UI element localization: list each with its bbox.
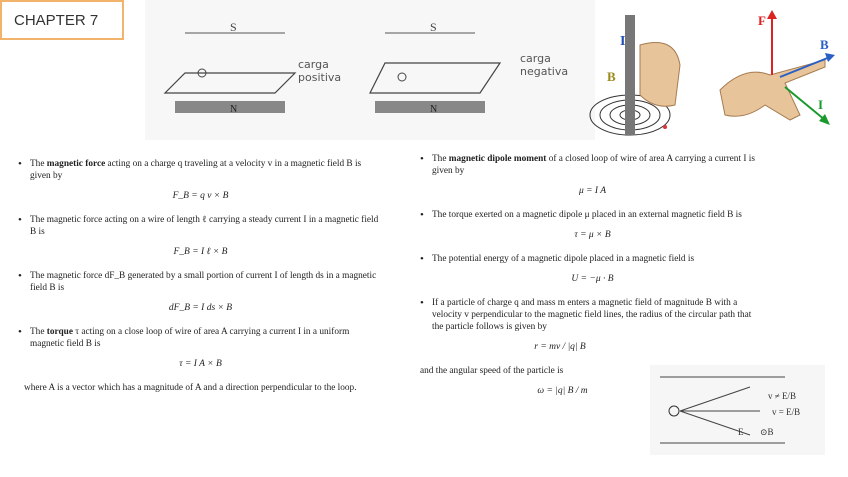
right-footer-text: and the angular speed of the particle is <box>420 366 564 376</box>
right-hand-force-rule-illustration <box>700 5 840 145</box>
formula-dipole-energy: U = −μ · B <box>571 274 614 284</box>
formula-torque-loop: τ = I A × B <box>179 359 222 369</box>
e-label: E <box>738 427 744 437</box>
field-label: B <box>607 69 616 84</box>
current-label: I <box>620 34 626 49</box>
s-label-left: S <box>230 20 237 34</box>
b-label: ⊙B <box>760 427 774 437</box>
formula-angular-speed: ω = |q| B / m <box>537 386 588 396</box>
formula-dipole-torque: τ = μ × B <box>574 230 611 240</box>
s-label-right: S <box>430 20 437 34</box>
v-neq-label: v ≠ E/B <box>768 391 796 401</box>
carga-negativa-label: carga negativa <box>520 52 569 78</box>
rh-current-label: I <box>818 97 824 112</box>
chapter-label: CHAPTER 7 <box>14 11 99 29</box>
formula-force-wire: F_B = I ℓ × B <box>173 247 228 257</box>
chapter-label-box <box>0 0 124 40</box>
force-label: F <box>758 13 766 28</box>
circular-path-block: • If a particle of charge q and mass m enters a magnetic field of magnitude B with a velocity v perpendicular to the magnetic field lines, the radius of the circular path that the particle follows is given by r = mv / |q| B <box>420 297 760 353</box>
magnetic-force-wire-block: • The magnetic force acting on a wire of length ℓ carrying a steady current I in a magnetic field B is F_B = I ℓ × B <box>18 214 383 258</box>
dipole-moment-block: • The magnetic dipole moment of a closed loop of wire of area A carrying a current I is given by μ = I A <box>420 153 765 197</box>
formula-force-element: dF_B = I ds × B <box>168 303 233 313</box>
n-label-left: N <box>230 104 238 115</box>
rh-field-label: B <box>820 37 829 52</box>
dipole-energy-block: • The potential energy of a magnetic dipole placed in a magnetic field is U = −μ · B <box>420 253 765 285</box>
torque-block: • The torque τ acting on a close loop of wire of area A carrying a current I in a uniform magnetic field B is τ = I A × B <box>18 326 383 370</box>
carga-positiva-label: carga positiva <box>298 58 342 84</box>
n-label-right: N <box>430 104 438 115</box>
formula-dipole-moment: μ = I A <box>578 186 607 196</box>
right-hand-grip-rule-illustration <box>585 5 695 145</box>
v-eq-label: v = E/B <box>772 407 801 417</box>
dipole-torque-block: • The torque exerted on a magnetic dipole μ placed in an external magnetic field B is τ = μ × B <box>420 209 765 241</box>
formula-force-charge: F_B = q v × B <box>172 191 229 201</box>
left-column <box>18 158 383 394</box>
velocity-selector-sketch <box>650 365 825 455</box>
magnet-sketch-negative <box>360 15 530 135</box>
formula-radius: r = mv / |q| B <box>534 342 586 352</box>
magnetic-force-charge-block: • The magnetic force acting on a charge q traveling at a velocity v in a magnetic field B is given by F_B = q v × B <box>18 158 383 202</box>
magnetic-force-element-block: • The magnetic force dF_B generated by a small portion of current I of length ds in a magnetic field B is dF_B = I ds × B <box>18 270 383 314</box>
left-footer-text: where A is a vector which has a magnitude of A and a direction perpendicular to the loop. <box>24 383 357 393</box>
